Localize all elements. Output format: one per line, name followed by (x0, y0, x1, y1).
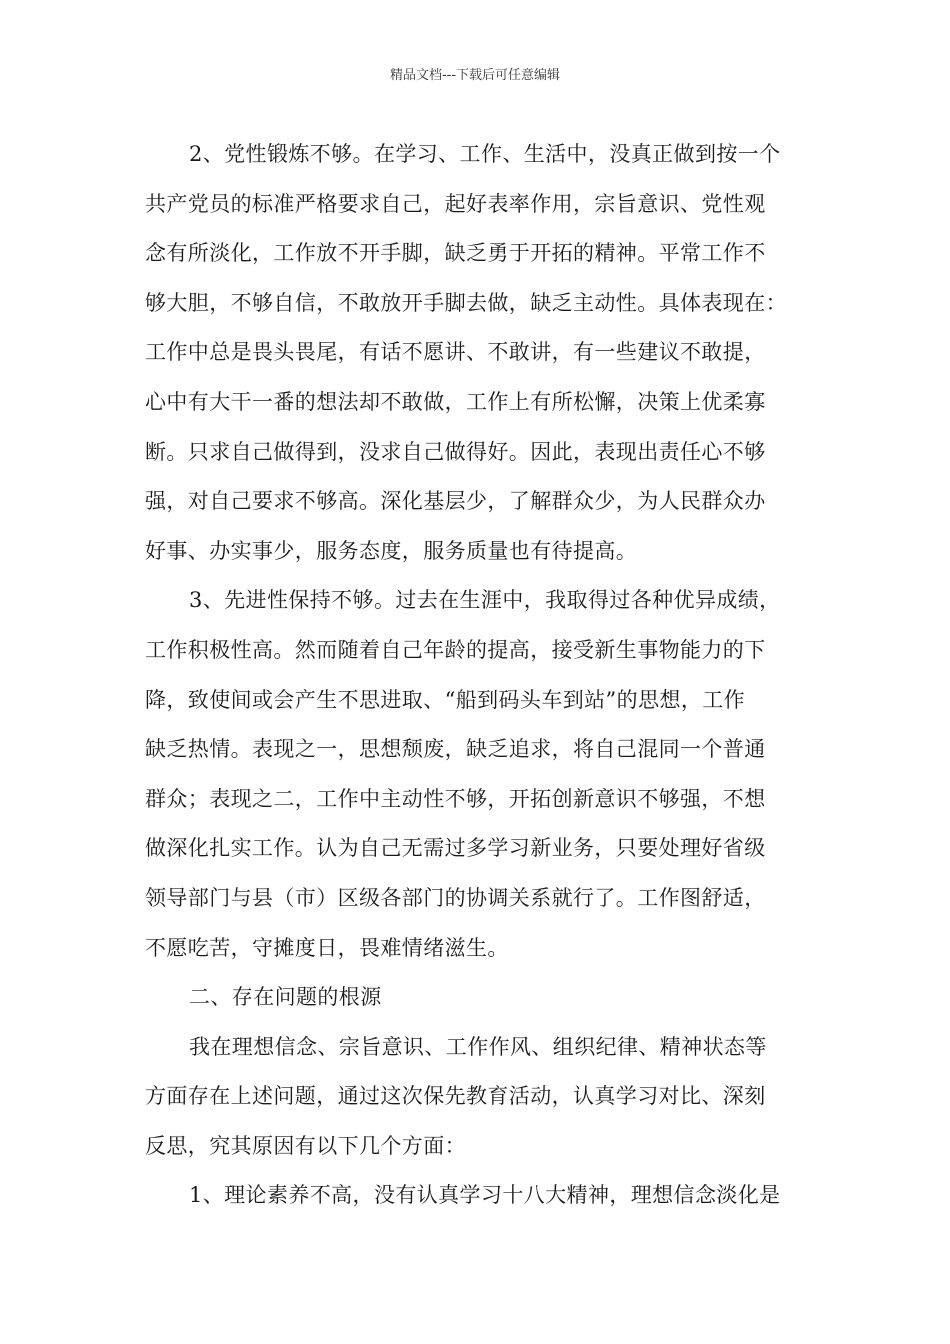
text-line: 心中有大干一番的想法却不敢做，工作上有所松懈，决策上优柔寡 (145, 389, 766, 414)
text-line: 做深化扎实工作。认为自己无需过多学习新业务，只要处理好省级 (145, 836, 766, 861)
text-line: 断。只求自己做得到，没求自己做得好。因此，表现出责任心不够 (145, 439, 766, 464)
document-body (145, 130, 810, 1221)
text-line: 念有所淡化，工作放不开手脚，缺乏勇于开拓的精神。平常工作不 (145, 241, 766, 266)
text-line: 领导部门与县（市）区级各部门的协调关系就行了。工作图舒适， (145, 885, 766, 910)
text-line: 工作中总是畏头畏尾，有话不愿讲、不敢讲，有一些建议不敢提， (145, 340, 766, 365)
text-line: 方面存在上述问题，通过这次保先教育活动，认真学习对比、深刻 (145, 1084, 766, 1109)
text-line: 缺乏热情。表现之一，思想颓废，缺乏追求，将自己混同一个普通 (145, 737, 766, 762)
text-line: 够大胆，不够自信，不敢放开手脚去做，缺乏主动性。具体表现在： (145, 290, 787, 315)
text-line: 反思，究其原因有以下几个方面： (145, 1133, 466, 1158)
section-heading: 二、存在问题的根源 (189, 985, 382, 1010)
text-line: 群众；表现之二，工作中主动性不够，开拓创新意识不够强，不想 (145, 786, 766, 811)
text-line: 我在理想信念、宗旨意识、工作作风、组织纪律、精神状态等 (189, 1034, 767, 1059)
text-line: 不愿吃苦，守摊度日，畏难情绪滋生。 (145, 935, 509, 960)
text-line: 降，致使间或会产生不思进取、“船到码头车到站”的思想，工作 (145, 687, 746, 712)
text-line: 3、先进性保持不够。过去在生涯中，我取得过各种优异成绩， (189, 588, 781, 613)
text-line: 共产党员的标准严格要求自己，起好表率作用，宗旨意识、党性观 (145, 191, 766, 216)
text-line: 1、理论素养不高，没有认真学习十八大精神，理想信念淡化是 (189, 1183, 781, 1208)
text-line: 好事、办实事少，服务态度，服务质量也有待提高。 (145, 538, 638, 563)
text-line: 2、党性锻炼不够。在学习、工作、生活中，没真正做到按一个 (189, 142, 781, 166)
text-line: 强，对自己要求不够高。深化基层少，了解群众少，为人民群众办 (145, 489, 766, 514)
page-header: 精品文档---下载后可任意编辑 (389, 68, 561, 83)
text-line: 工作积极性高。然而随着自己年龄的提高，接受新生事物能力的下 (145, 637, 766, 662)
